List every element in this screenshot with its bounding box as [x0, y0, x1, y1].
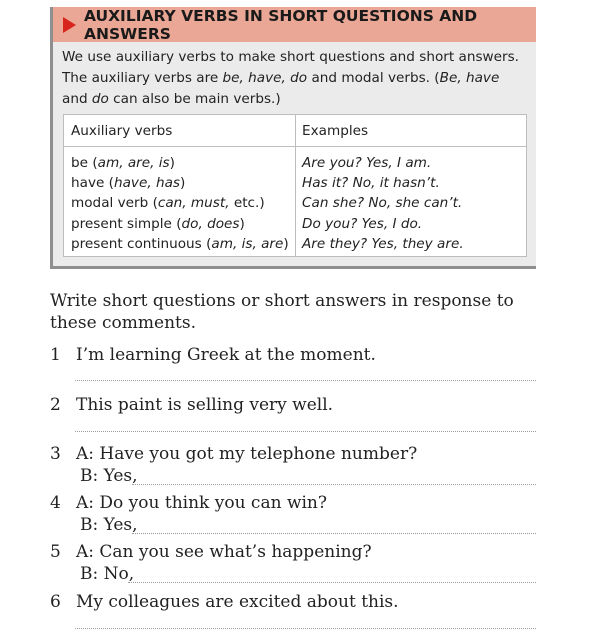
item-number: 5 — [50, 542, 61, 562]
item-number: 3 — [50, 444, 61, 464]
item-text: A: Can you see what’s happening? — [76, 542, 372, 562]
item-text: My colleagues are excited about this. — [76, 592, 399, 612]
exercise-instruction: Write short questions or short answers in response to these comments. — [50, 291, 514, 333]
auxiliary-list — [71, 153, 289, 254]
answer-line-3[interactable] — [132, 484, 536, 485]
arrow-icon — [63, 17, 76, 33]
grammar-box — [50, 7, 536, 269]
col-header-examples: Examples — [302, 123, 369, 139]
table-cell-example: Are you? Yes, I am. — [302, 155, 432, 171]
table-row: have (have, has) — [71, 175, 186, 192]
answer-line-2[interactable] — [75, 431, 536, 432]
item-number: 1 — [50, 345, 61, 365]
examples-list — [302, 153, 464, 254]
answer-line-6[interactable] — [75, 628, 536, 629]
item-number: 4 — [50, 493, 61, 513]
table-cell-example: Has it? No, it hasn’t. — [302, 175, 440, 192]
table-row: present continuous (am, is, are) — [71, 235, 289, 252]
item-text: I’m learning Greek at the moment. — [76, 345, 376, 365]
item-number: 2 — [50, 395, 61, 415]
grammar-box-header — [53, 7, 536, 42]
grammar-box-title: AUXILIARY VERBS IN SHORT QUESTIONS AND ANSWERS — [84, 6, 478, 43]
grammar-intro: We use auxiliary verbs to make short questions and short answers. The auxiliary verbs are be, have, do and modal verbs. (Be, have and do can also be main verbs.) — [62, 49, 519, 107]
col-header-auxiliary: Auxiliary verbs — [71, 123, 173, 139]
table-row: modal verb (can, must, etc.) — [71, 195, 265, 212]
item-number: 6 — [50, 592, 61, 612]
answer-line-5[interactable] — [128, 582, 536, 583]
table-row: present simple (do, does) — [71, 215, 245, 232]
auxiliary-table — [63, 114, 527, 257]
item-reply: B: Yes, — [80, 515, 138, 535]
item-text: A: Do you think you can win? — [76, 493, 327, 513]
table-cell-example: Are they? Yes, they are. — [302, 235, 464, 252]
table-cell-example: Do you? Yes, I do. — [302, 215, 423, 232]
item-reply: B: Yes, — [80, 466, 138, 486]
item-text: A: Have you got my telephone number? — [76, 444, 418, 464]
table-cell-example: Can she? No, she can’t. — [302, 195, 463, 212]
item-reply: B: No, — [80, 564, 135, 584]
answer-line-4[interactable] — [132, 533, 536, 534]
item-text: This paint is selling very well. — [76, 395, 334, 415]
table-row: be (am, are, is) — [71, 155, 175, 171]
answer-line-1[interactable] — [75, 380, 536, 381]
table-header — [64, 115, 526, 147]
